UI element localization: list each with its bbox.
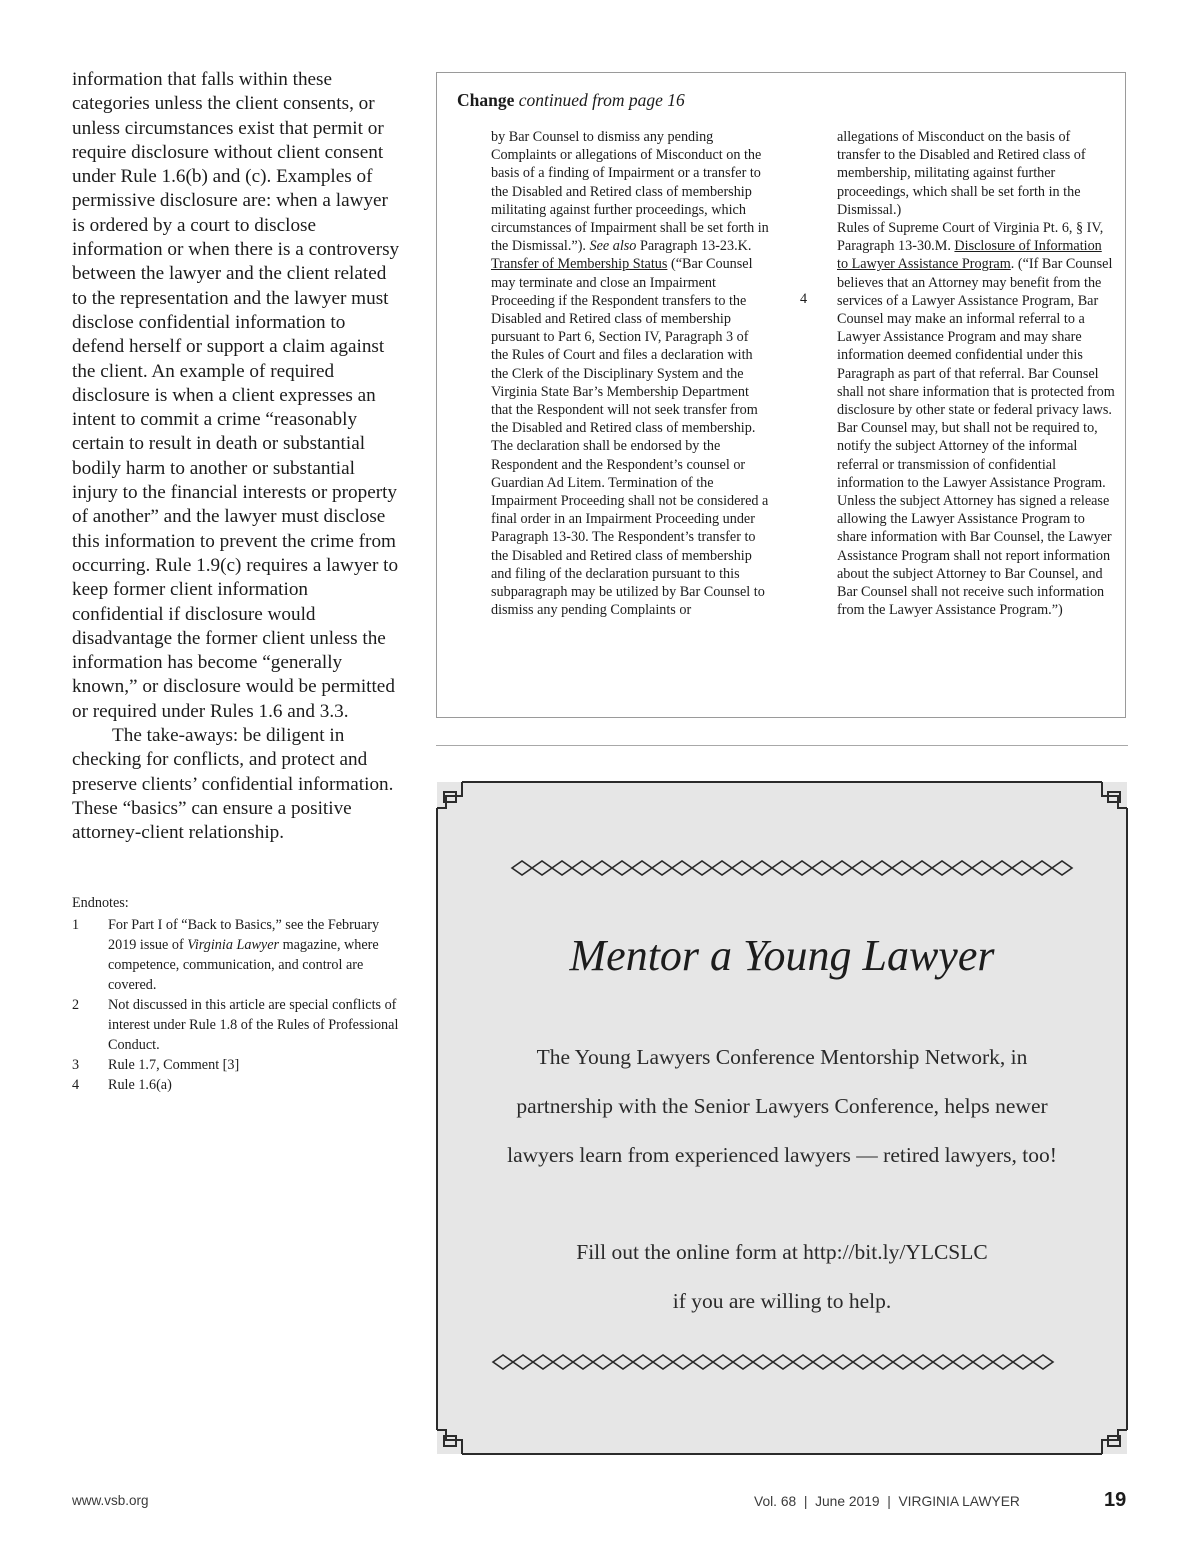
change-column-2: allegations of Misconduct on the basis of transfer to the Disabled and Retired class of membership, militating against further proceedings, which shall be set forth in the Dismissal.) Rules of Supreme Court of Virginia Pt. 6, § IV, Paragraph 13-30.M. Disclosure of Information to Lawyer Assistance Program. (“If Bar Counsel believes that an Attorney may benefit from the services of a Lawyer Assistance Program, Bar Counsel may make an informal referral to a Lawyer Assistance Program and may share information deemed confidential under this Paragraph as part of that referral. Bar Counsel shall not share information that is protected from disclosure by other state or federal privacy laws. Bar Counsel may, but shall not be required to, notify the subject Attorney of the informal referral or transmission of confidential information to the Lawyer Assistance Program. Unless the subject Attorney has signed a release allowing the Lawyer Assistance Program to share information with Bar Counsel, the Lawyer Assistance Program shall not report information about the subject Attorney to Bar Counsel, and Bar Counsel shall not receive such information from the Lawyer Assistance Program.”): [837, 129, 1115, 619]
mentor-ad-line: lawyers learn from experienced lawyers — retired lawyers, too!: [507, 1143, 1057, 1167]
change-heading-continued: continued from page 16: [514, 90, 685, 110]
mentor-ad-title: Mentor a Young Lawyer: [569, 931, 995, 980]
endnote-text: Rule 1.7, Comment [3]: [108, 1057, 240, 1073]
mentor-ad-line: if you are willing to help.: [672, 1289, 892, 1313]
endnotes-heading: Endnotes:: [72, 895, 129, 911]
page-number: 19: [1104, 1489, 1127, 1511]
disclosure-reference: Disclosure of Information to Lawyer Assistance Program: [837, 238, 1102, 273]
change-item-number: 4: [800, 291, 808, 307]
footer-issue-info: Vol. 68 | June 2019 | VIRGINIA LAWYER: [754, 1494, 1020, 1509]
article-paragraph: information that falls within these categories unless the client consents, or unless circumstances exist that permit or require disclosure without client consent under Rule 1.6(b) and (c). Examples of permissive disclosure are: when a lawyer is ordered by a court to disclose information or when there is a controversy between the lawyer and the client related to the representation and the lawyer must disclose confidential information to defend herself or support a claim against the client. An example of required disclosure is when a client expresses an intent to commit a crime “reasonably certain to result in death or substantial bodily harm to another or substantial injury to the financial interests or property of another” and the lawyer must disclose this information to prevent the crime from occurring. Rule 1.9(c) requires a lawyer to keep former client information confidential if disclosure would disadvantage the former client unless the information has become “generally known,” or disclosure would be permitted or required under Rules 1.6 and 3.3.: [72, 69, 400, 722]
mentor-ad-link-line: Fill out the online form at http://bit.ly/YLCSLC: [576, 1240, 988, 1264]
endnote-number: 4: [72, 1077, 80, 1093]
endnote-text: For Part I of “Back to Basics,” see the February 2019 issue of Virginia Lawyer magazine, where competence, communication, and control are covered.: [108, 917, 380, 993]
article-paragraph: The take-aways: be diligent in checking for conflicts, and protect and preserve clients’ confidential information. These “basics” can ensure a positive attorney-client relationship.: [72, 725, 394, 844]
endnote-number: 3: [72, 1057, 80, 1073]
change-column-1: by Bar Counsel to dismiss any pending Complaints or allegations of Misconduct on the basis of a finding of Impairment or a transfer to the Disabled and Retired class of membership militating against further proceedings, which circumstances of Impairment shall be set forth in the Dismissal.”). See also Paragraph 13-23.K. Transfer of Membership Status (“Bar Counsel may terminate and close an Impairment Proceeding if the Respondent transfers to the Disabled and Retired class of membership pursuant to Part 6, Section IV, Paragraph 3 of the Rules of Court and files a declaration with the Clerk of the Disciplinary System and the Virginia State Bar’s Membership Department that the Respondent will not seek transfer from the Disabled and Retired class of membership. The declaration shall be endorsed by the Respondent and the Respondent’s counsel or Guardian Ad Litem. Termination of the Impairment Proceeding shall not be considered a final order in an Impairment Proceeding under Paragraph 13-30. The Respondent’s transfer to the Disabled and Retired class of membership and filing of the declaration pursuant to this subparagraph may be utilized by Bar Counsel to dismiss any pending Complaints or: [491, 129, 769, 619]
mentor-ad-line: The Young Lawyers Conference Mentorship Network, in: [536, 1045, 1028, 1069]
footer-website: www.vsb.org: [72, 1493, 149, 1508]
endnote-number: 1: [72, 917, 80, 933]
change-heading-bold: Change: [457, 90, 515, 110]
transfer-status-reference: Transfer of Membership Status: [491, 256, 668, 273]
mentor-ad-line: partnership with the Senior Lawyers Conference, helps newer: [516, 1094, 1048, 1118]
endnote-number: 2: [72, 997, 80, 1013]
endnote-text: Rule 1.6(a): [108, 1077, 172, 1093]
endnote-text: Not discussed in this article are special conflicts of interest under Rule 1.8 of the Rules of Professional Conduct.: [108, 997, 399, 1053]
